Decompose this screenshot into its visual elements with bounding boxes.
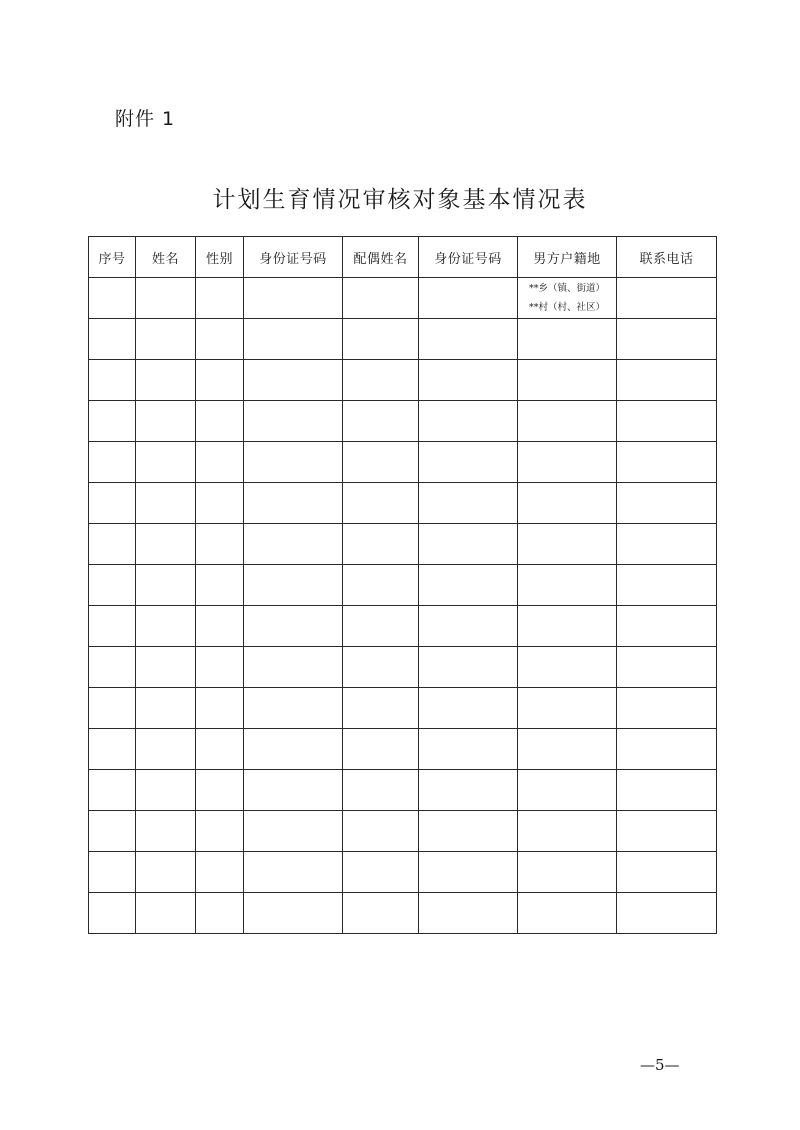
cell-id-number[interactable] <box>244 319 343 360</box>
cell-household-registration[interactable] <box>518 483 617 524</box>
cell-index[interactable] <box>89 688 136 729</box>
cell-id-number[interactable] <box>244 483 343 524</box>
table-row <box>89 811 717 852</box>
cell-spouse-id-number[interactable] <box>419 442 518 483</box>
cell-id-number[interactable] <box>244 729 343 770</box>
cell-gender[interactable] <box>196 278 244 319</box>
cell-name[interactable] <box>136 647 196 688</box>
cell-phone[interactable] <box>617 729 717 770</box>
cell-gender[interactable] <box>196 360 244 401</box>
cell-gender[interactable] <box>196 401 244 442</box>
cell-phone[interactable] <box>617 565 717 606</box>
cell-gender[interactable] <box>196 524 244 565</box>
cell-index[interactable] <box>89 442 136 483</box>
cell-name[interactable] <box>136 565 196 606</box>
page-number: —5— <box>640 1056 680 1074</box>
cell-id-number[interactable] <box>244 401 343 442</box>
table-row <box>89 688 717 729</box>
header-row <box>89 237 717 278</box>
cell-household-registration[interactable] <box>518 278 617 319</box>
cell-household-registration[interactable] <box>518 811 617 852</box>
cell-id-number[interactable] <box>244 606 343 647</box>
cell-household-registration[interactable] <box>518 565 617 606</box>
table-row <box>89 647 717 688</box>
cell-name[interactable] <box>136 688 196 729</box>
cell-spouse-id-number[interactable] <box>419 893 518 934</box>
cell-name[interactable] <box>136 442 196 483</box>
cell-name[interactable] <box>136 893 196 934</box>
header-name: 姓名 <box>136 237 196 278</box>
cell-name[interactable] <box>136 401 196 442</box>
cell-spouse-id-number[interactable] <box>419 647 518 688</box>
cell-spouse-name[interactable] <box>343 565 419 606</box>
cell-gender[interactable] <box>196 729 244 770</box>
cell-name[interactable] <box>136 852 196 893</box>
cell-spouse-name[interactable] <box>343 811 419 852</box>
header-spouse-id-number: 身份证号码 <box>419 237 518 278</box>
table-row <box>89 893 717 934</box>
cell-name[interactable] <box>136 811 196 852</box>
cell-id-number[interactable] <box>244 852 343 893</box>
cell-name[interactable] <box>136 278 196 319</box>
cell-index[interactable] <box>89 483 136 524</box>
table-row <box>89 401 717 442</box>
cell-spouse-name[interactable] <box>343 319 419 360</box>
cell-household-registration[interactable] <box>518 729 617 770</box>
cell-spouse-name[interactable] <box>343 770 419 811</box>
table-row <box>89 360 717 401</box>
table-row <box>89 729 717 770</box>
cell-index[interactable] <box>89 565 136 606</box>
cell-gender[interactable] <box>196 483 244 524</box>
cell-gender[interactable] <box>196 893 244 934</box>
cell-id-number[interactable] <box>244 278 343 319</box>
cell-phone[interactable] <box>617 319 717 360</box>
cell-spouse-name[interactable] <box>343 483 419 524</box>
cell-household-registration[interactable] <box>518 893 617 934</box>
cell-index[interactable] <box>89 729 136 770</box>
header-household-registration: 男方户籍地 <box>518 237 617 278</box>
cell-gender[interactable] <box>196 811 244 852</box>
cell-name[interactable] <box>136 606 196 647</box>
cell-index[interactable] <box>89 893 136 934</box>
cell-index[interactable] <box>89 606 136 647</box>
cell-phone[interactable] <box>617 524 717 565</box>
cell-spouse-id-number[interactable] <box>419 606 518 647</box>
cell-household-registration[interactable] <box>518 852 617 893</box>
cell-name[interactable] <box>136 483 196 524</box>
cell-spouse-name[interactable] <box>343 893 419 934</box>
cell-spouse-id-number[interactable] <box>419 770 518 811</box>
cell-phone[interactable] <box>617 688 717 729</box>
table-row <box>89 278 717 319</box>
cell-spouse-id-number[interactable] <box>419 688 518 729</box>
cell-name[interactable] <box>136 770 196 811</box>
table-row <box>89 442 717 483</box>
form-title: 计划生育情况审核对象基本情况表 <box>212 187 588 213</box>
cell-gender[interactable] <box>196 770 244 811</box>
cell-phone[interactable] <box>617 647 717 688</box>
cell-household-registration[interactable] <box>518 606 617 647</box>
cell-spouse-id-number[interactable] <box>419 811 518 852</box>
cell-spouse-id-number[interactable] <box>419 401 518 442</box>
cell-index[interactable] <box>89 319 136 360</box>
cell-index[interactable] <box>89 811 136 852</box>
cell-spouse-name[interactable] <box>343 360 419 401</box>
info-table <box>88 236 717 934</box>
cell-gender[interactable] <box>196 688 244 729</box>
cell-id-number[interactable] <box>244 442 343 483</box>
cell-spouse-name[interactable] <box>343 524 419 565</box>
table-row <box>89 770 717 811</box>
cell-id-number[interactable] <box>244 360 343 401</box>
header-gender: 性别 <box>196 237 244 278</box>
table-row <box>89 319 717 360</box>
cell-household-registration[interactable] <box>518 647 617 688</box>
cell-phone[interactable] <box>617 893 717 934</box>
cell-phone[interactable] <box>617 606 717 647</box>
attachment-label: 附件 1 <box>115 108 176 130</box>
cell-spouse-id-number[interactable] <box>419 729 518 770</box>
cell-id-number[interactable] <box>244 811 343 852</box>
cell-household-registration[interactable] <box>518 401 617 442</box>
cell-name[interactable] <box>136 524 196 565</box>
cell-index[interactable] <box>89 360 136 401</box>
cell-phone[interactable] <box>617 442 717 483</box>
cell-index[interactable] <box>89 401 136 442</box>
cell-phone[interactable] <box>617 852 717 893</box>
cell-index[interactable] <box>89 278 136 319</box>
cell-name[interactable] <box>136 360 196 401</box>
cell-household-registration[interactable] <box>518 319 617 360</box>
cell-household-registration[interactable] <box>518 442 617 483</box>
cell-spouse-id-number[interactable] <box>419 565 518 606</box>
table-row <box>89 852 717 893</box>
cell-id-number[interactable] <box>244 893 343 934</box>
cell-spouse-name[interactable] <box>343 647 419 688</box>
cell-gender[interactable] <box>196 565 244 606</box>
cell-index[interactable] <box>89 852 136 893</box>
cell-spouse-name[interactable] <box>343 688 419 729</box>
header-id-number: 身份证号码 <box>244 237 343 278</box>
table-row <box>89 524 717 565</box>
cell-phone[interactable] <box>617 811 717 852</box>
cell-index[interactable] <box>89 770 136 811</box>
cell-gender[interactable] <box>196 442 244 483</box>
cell-id-number[interactable] <box>244 524 343 565</box>
header-index: 序号 <box>89 237 136 278</box>
cell-phone[interactable] <box>617 401 717 442</box>
cell-household-registration[interactable] <box>518 770 617 811</box>
cell-spouse-name[interactable] <box>343 852 419 893</box>
cell-gender[interactable] <box>196 647 244 688</box>
township-hint: **乡（镇、街道） <box>528 283 605 294</box>
cell-phone[interactable] <box>617 483 717 524</box>
cell-spouse-id-number[interactable] <box>419 852 518 893</box>
village-hint: **村（村、社区） <box>528 302 605 313</box>
cell-household-registration[interactable] <box>518 688 617 729</box>
cell-phone[interactable] <box>617 360 717 401</box>
cell-id-number[interactable] <box>244 688 343 729</box>
cell-spouse-name[interactable] <box>343 606 419 647</box>
cell-spouse-name[interactable] <box>343 278 419 319</box>
cell-household-registration[interactable] <box>518 524 617 565</box>
cell-gender[interactable] <box>196 319 244 360</box>
cell-gender[interactable] <box>196 852 244 893</box>
header-spouse-name: 配偶姓名 <box>343 237 419 278</box>
cell-index[interactable] <box>89 524 136 565</box>
cell-spouse-id-number[interactable] <box>419 278 518 319</box>
table-row <box>89 606 717 647</box>
cell-household-registration[interactable] <box>518 360 617 401</box>
cell-name[interactable] <box>136 729 196 770</box>
cell-spouse-id-number[interactable] <box>419 319 518 360</box>
cell-spouse-id-number[interactable] <box>419 524 518 565</box>
cell-phone[interactable] <box>617 770 717 811</box>
cell-phone[interactable] <box>617 278 717 319</box>
cell-index[interactable] <box>89 647 136 688</box>
header-phone: 联系电话 <box>617 237 717 278</box>
cell-gender[interactable] <box>196 606 244 647</box>
cell-id-number[interactable] <box>244 565 343 606</box>
cell-id-number[interactable] <box>244 770 343 811</box>
cell-spouse-id-number[interactable] <box>419 360 518 401</box>
cell-spouse-name[interactable] <box>343 442 419 483</box>
cell-id-number[interactable] <box>244 647 343 688</box>
table-row <box>89 483 717 524</box>
cell-spouse-name[interactable] <box>343 401 419 442</box>
cell-name[interactable] <box>136 319 196 360</box>
cell-spouse-id-number[interactable] <box>419 483 518 524</box>
table-row <box>89 565 717 606</box>
cell-spouse-name[interactable] <box>343 729 419 770</box>
